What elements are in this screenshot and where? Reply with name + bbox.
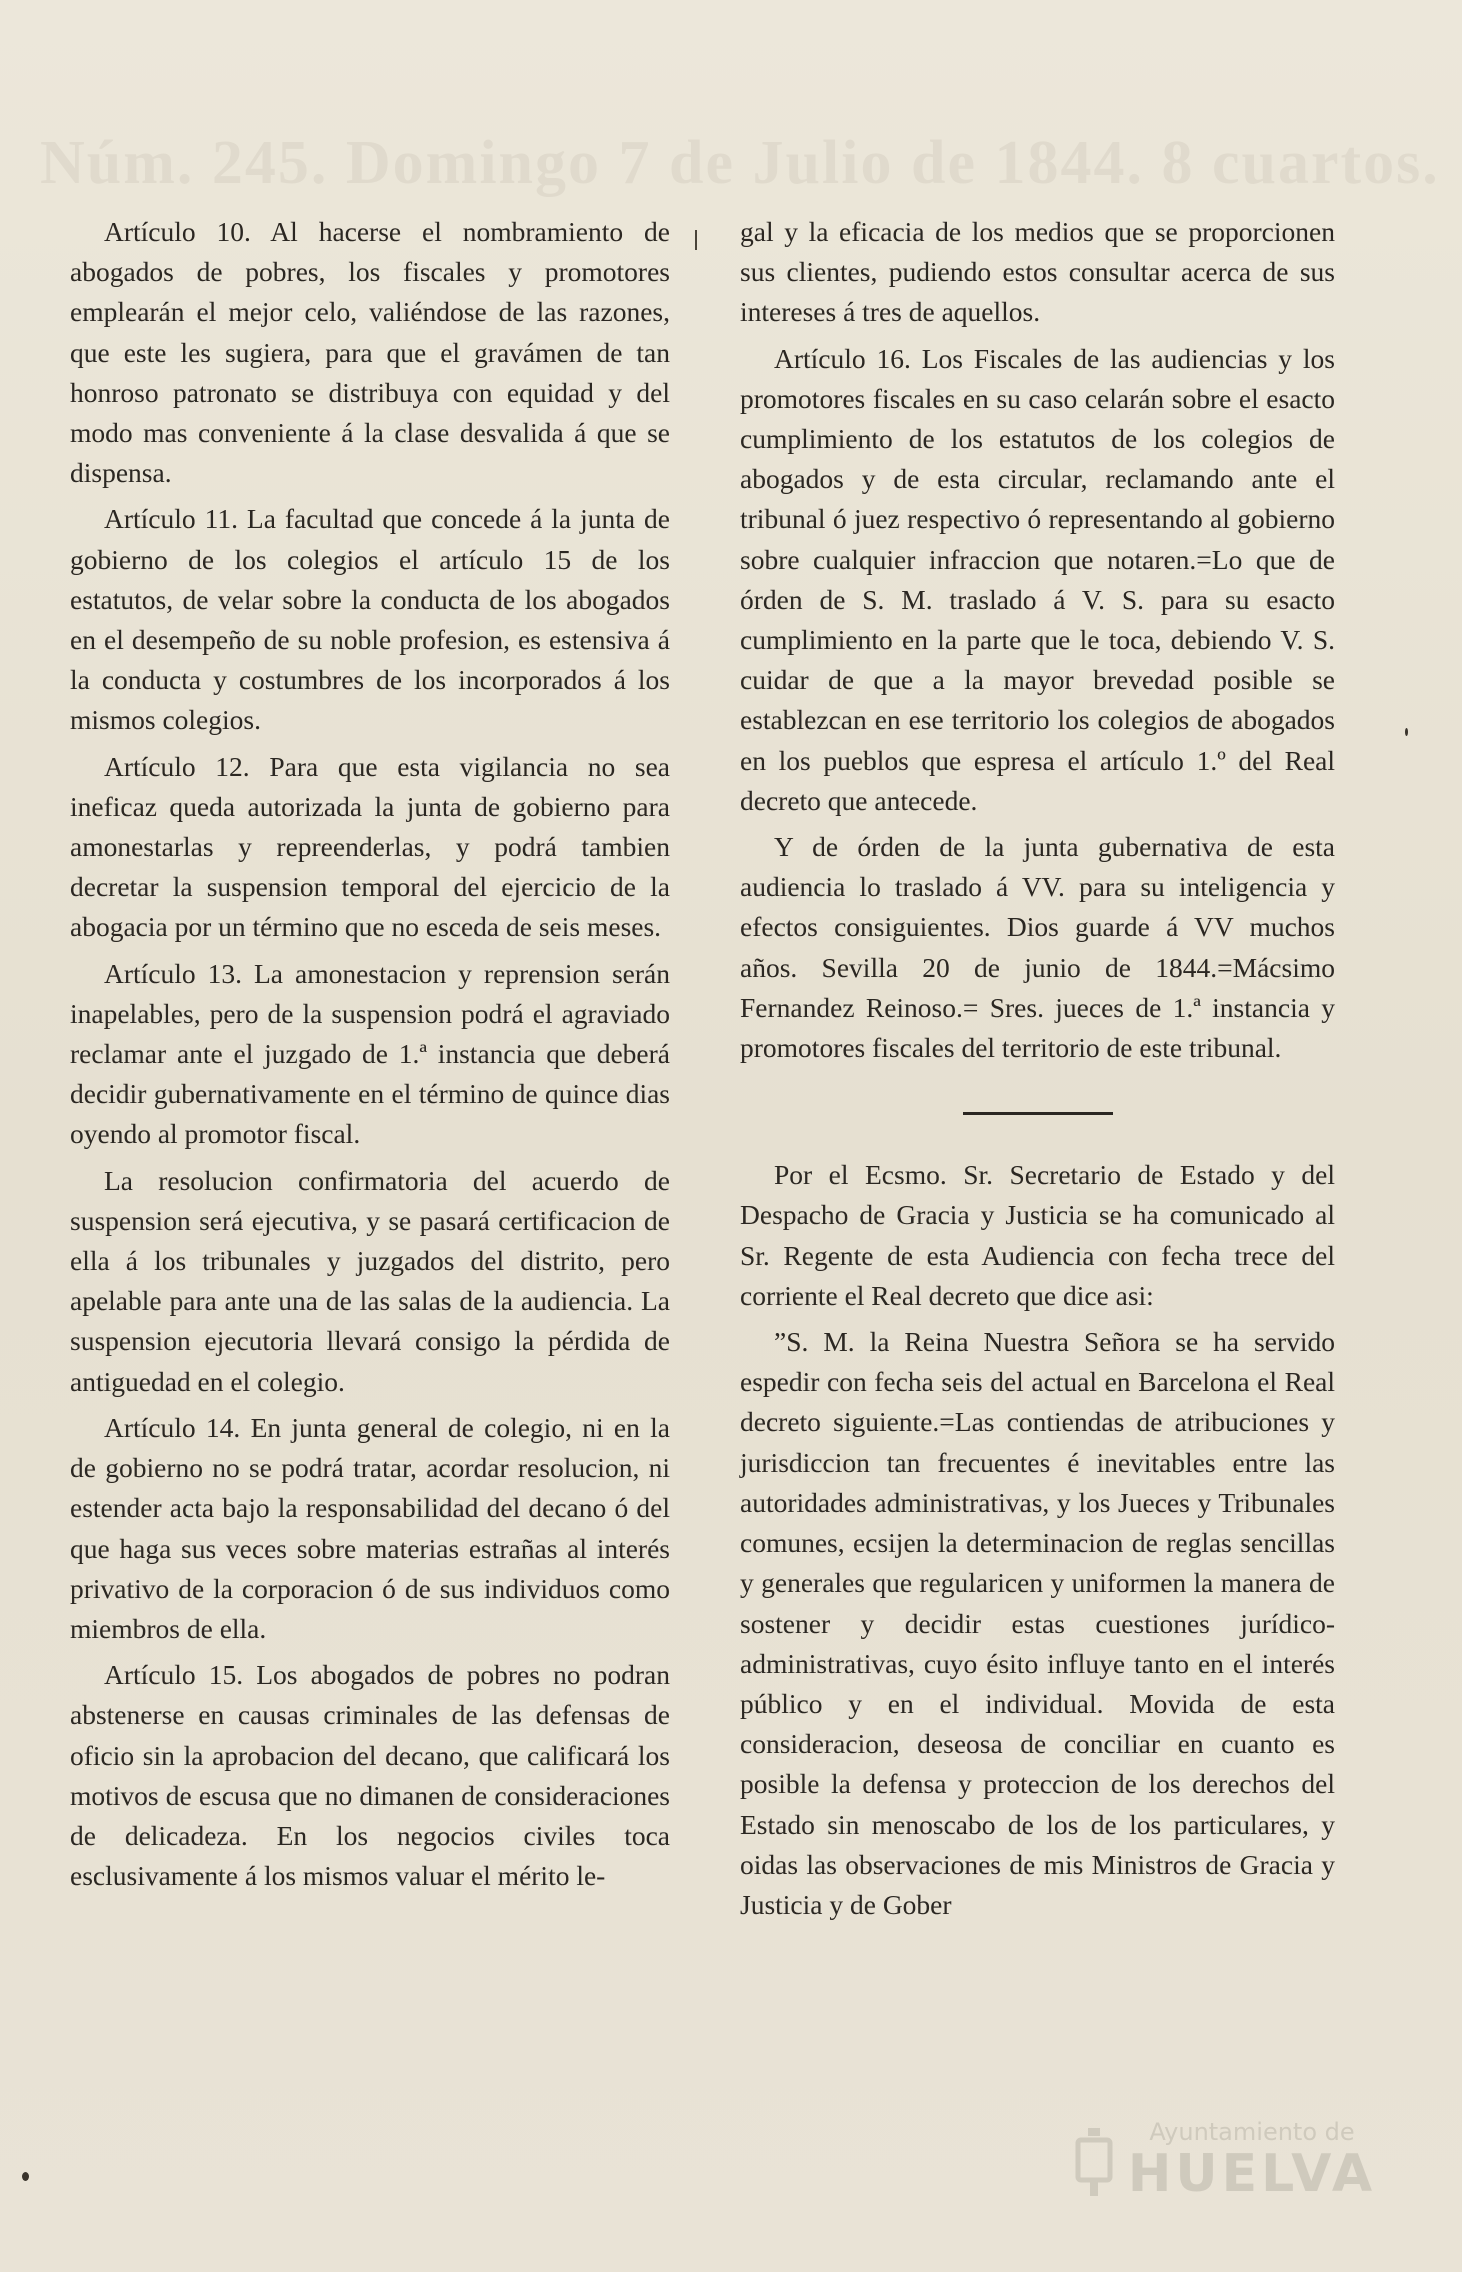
article-11: Artículo 11. La facultad que concede á la junta de gobierno de los colegios el artículo 15 de los estatutos, de velar sobre la conducta de los abogados en el desempeño de su noble profesion, es estensiva á la conducta y costumbres de los incorporados á los mismos colegios. bbox=[70, 503, 670, 736]
article-10: Artículo 10. Al hacerse el nombramiento de abogados de pobres, los fiscales y promotores emplearán el mejor celo, valiéndose de las razones, que este les sugiera, para que el gravámen de tan honroso patronato se distribuya con equidad y del modo mas conveniente á la clase desvalida á que se dispensa. bbox=[70, 216, 670, 489]
watermark-line-2: HUELVA bbox=[1127, 2144, 1377, 2204]
right-column bbox=[740, 212, 1335, 1931]
continued-text: gal y la eficacia de los medios que se proporcionen sus clientes, pudiendo estos consultar acerca de sus intereses á tres de aquellos. bbox=[740, 216, 1335, 328]
article-16: Artículo 16. Los Fiscales de las audiencias y los promotores fiscales en su caso celarán sobre el esacto cumplimiento de los estatutos de los colegios de abogados y de esta circular, reclamando ante el tribunal ó juez respectivo ó representando al gobierno sobre cualquier infraccion que notaren.=Lo que de órden de S. M. traslado á V. S. para su esacto cumplimiento en la parte que le toca, debiendo V. S. cuidar de que a la mayor brevedad posible se establezcan en ese territorio los colegios de abogados en los pueblos que espresa el artículo 1.º del Real decreto que antecede. bbox=[740, 342, 1335, 816]
article-14: Artículo 14. En junta general de colegio, ni en la de gobierno no se podrá tratar, acordar resolucion, ni estender acta bajo la responsabilidad del decano ó del que haga sus veces sobre materias estrañas al interés privativo de la corporacion ó de sus individuos como miembros de ella. bbox=[70, 1411, 670, 1644]
archive-watermark bbox=[1122, 2118, 1382, 2202]
ink-speck bbox=[22, 2172, 29, 2181]
shield-logo-icon bbox=[1072, 2128, 1116, 2198]
watermark-line-1: Ayuntamiento de bbox=[1149, 2118, 1355, 2146]
faded-masthead: Núm. 245. Domingo 7 de Julio de 1844. 8 cuartos. bbox=[40, 129, 1440, 197]
article-15: Artículo 15. Los abogados de pobres no podran abstenerse en causas criminales de las defensas de oficio sin la aprobacion del decano, que calificará los motivos de escusa que no dimanen de consideraciones de delicadeza. En los negocios civiles toca esclusivamente á los mismos valuar el mérito le- bbox=[70, 1659, 670, 1892]
left-column bbox=[70, 212, 670, 1902]
decree-intro: Por el Ecsmo. Sr. Secretario de Estado y del Despacho de Gracia y Justicia se ha comunicado al Sr. Regente de esta Audiencia con fecha trece del corriente el Real decreto que dice asi: bbox=[740, 1159, 1335, 1311]
decree-text: ”S. M. la Reina Nuestra Señora se ha servido espedir con fecha seis del actual en Barcelona el Real decreto siguiente.=Las contiendas de atribuciones y jurisdiccion tan frecuentes é inevitables entre las autoridades administrativas, y los Jueces y Tribunales comunes, ecsijen la determinacion de reglas sencillas y generales que regularicen y uniformen la manera de sostener y decidir estas cuestiones jurídico-administrativas, cuyo ésito influye tanto en el interés público y en el individual. Movida de esta consideracion, deseosa de conciliar en cuanto es posible la defensa y proteccion de los derechos del Estado sin menoscabo de los de los particulares, y oidas las observaciones de mis Ministros de Gracia y Justicia y de Gober bbox=[740, 1326, 1335, 1920]
ink-speck bbox=[1405, 728, 1408, 736]
closing-signature: Y de órden de la junta gubernativa de esta audiencia lo traslado á VV. para su inteligencia y efectos consiguientes. Dios guarde á VV muchos años. Sevilla 20 de junio de 1844.=Mácsimo Fernandez Reinoso.= Sres. jueces de 1.ª instancia y promotores fiscales del territorio de este tribunal. bbox=[740, 831, 1335, 1064]
article-13-continued: La resolucion confirmatoria del acuerdo de suspension será ejecutiva, y se pasará certificacion de ella á los tribunales y juzgados del distrito, pero apelable para ante una de las salas de la audiencia. La suspension ejecutoria llevará consigo la pérdida de antiguedad en el colegio. bbox=[70, 1164, 670, 1397]
article-13: Artículo 13. La amonestacion y reprension serán inapelables, pero de la suspension podrá el agraviado reclamar ante el juzgado de 1.ª instancia que deberá decidir gubernativamente en el término de quince dias oyendo al promotor fiscal. bbox=[70, 957, 670, 1150]
article-12: Artículo 12. Para que esta vigilancia no sea ineficaz queda autorizada la junta de gobierno para amonestarlas y repreenderlas, y podrá tambien decretar la suspension temporal del ejercicio de la abogacia por un término que no esceda de seis meses. bbox=[70, 750, 670, 943]
column-divider-mark bbox=[695, 230, 697, 250]
section-rule bbox=[963, 1112, 1113, 1115]
